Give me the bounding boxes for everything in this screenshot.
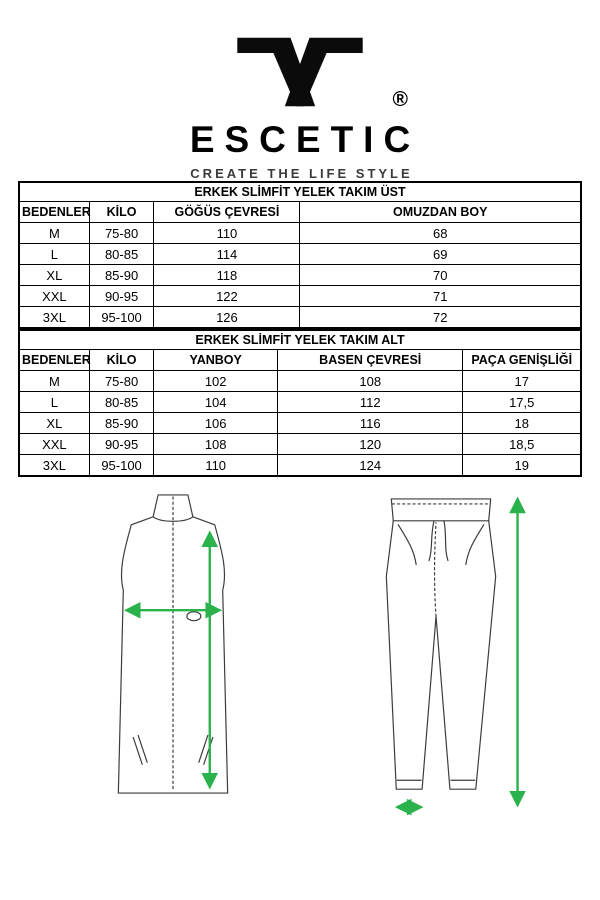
table-cell: 69 xyxy=(300,244,581,265)
table-cell: 75-80 xyxy=(89,371,154,392)
table-cell: 95-100 xyxy=(89,307,154,328)
table-row xyxy=(19,413,581,434)
table-cell: XL xyxy=(19,265,89,286)
brand-tagline: CREATE THE LIFE STYLE xyxy=(190,165,413,181)
table-row xyxy=(19,265,581,286)
table-cell: 85-90 xyxy=(89,413,154,434)
vest-chest-logo xyxy=(187,612,201,621)
table-cell: 108 xyxy=(278,371,463,392)
column-header: KİLO xyxy=(89,350,154,371)
column-header: BASEN ÇEVRESİ xyxy=(278,350,463,371)
pants-drawstring xyxy=(429,521,448,561)
table-cell: 104 xyxy=(154,392,278,413)
table-row xyxy=(19,307,581,328)
table-cell: 122 xyxy=(154,286,300,307)
table-row xyxy=(19,244,581,265)
table-cell: XL xyxy=(19,413,89,434)
table-cell: L xyxy=(19,244,89,265)
table-cell: 75-80 xyxy=(89,223,154,244)
pants-right-pocket xyxy=(466,525,484,565)
table-cell: 3XL xyxy=(19,307,89,328)
table-row xyxy=(19,392,581,413)
pants-waistband xyxy=(392,499,491,521)
table-cell: 108 xyxy=(154,434,278,455)
table-cell: 124 xyxy=(278,455,463,476)
table-cell: 72 xyxy=(300,307,581,328)
table-row xyxy=(19,455,581,476)
pants-outline xyxy=(387,521,496,789)
table-cell: 19 xyxy=(463,455,581,476)
registered-trademark-icon: ® xyxy=(392,88,408,111)
table-cell: L xyxy=(19,392,89,413)
table-cell: 95-100 xyxy=(89,455,154,476)
table-cell: 90-95 xyxy=(89,434,154,455)
column-header: BEDENLER xyxy=(19,350,89,371)
column-header: GÖĞÜS ÇEVRESİ xyxy=(154,202,300,223)
table-row xyxy=(19,286,581,307)
table-cell: 18 xyxy=(463,413,581,434)
table-cell: 120 xyxy=(278,434,463,455)
column-header: BEDENLER xyxy=(19,202,89,223)
measurement-diagrams xyxy=(0,489,600,819)
vest-left-pocket xyxy=(133,735,147,764)
table-cell: 116 xyxy=(278,413,463,434)
table-title: ERKEK SLİMFİT YELEK TAKIM ÜST xyxy=(19,182,581,202)
table-cell: 114 xyxy=(154,244,300,265)
pants-fly-seam xyxy=(435,523,436,616)
table-cell: 126 xyxy=(154,307,300,328)
table-cell: 80-85 xyxy=(89,244,154,265)
table-cell: XXL xyxy=(19,434,89,455)
table-cell: 70 xyxy=(300,265,581,286)
table-row xyxy=(19,223,581,244)
table-cell: 18,5 xyxy=(463,434,581,455)
brand-logo xyxy=(224,32,408,112)
header-row xyxy=(19,350,581,371)
size-table-bottom xyxy=(18,329,582,477)
table-cell: 118 xyxy=(154,265,300,286)
table-cell: 112 xyxy=(278,392,463,413)
table-cell: 68 xyxy=(300,223,581,244)
table-cell: 85-90 xyxy=(89,265,154,286)
size-table-top xyxy=(18,181,582,329)
table-cell: XXL xyxy=(19,286,89,307)
brand-name: ESCETIC xyxy=(189,119,421,160)
header-row xyxy=(19,202,581,223)
table-cell: 102 xyxy=(154,371,278,392)
vest-diagram xyxy=(53,489,293,807)
pants-left-pocket xyxy=(399,525,417,565)
table-row xyxy=(19,434,581,455)
brand-logo-mark-icon xyxy=(224,32,376,112)
table-cell: M xyxy=(19,223,89,244)
brand-header xyxy=(0,0,600,181)
pants-diagram xyxy=(335,489,547,819)
table-cell: 110 xyxy=(154,223,300,244)
table-cell: 106 xyxy=(154,413,278,434)
table-cell: 110 xyxy=(154,455,278,476)
column-header: PAÇA GENİŞLİĞİ xyxy=(463,350,581,371)
column-header: YANBOY xyxy=(154,350,278,371)
column-header: OMUZDAN BOY xyxy=(300,202,581,223)
table-cell: M xyxy=(19,371,89,392)
table-title: ERKEK SLİMFİT YELEK TAKIM ALT xyxy=(19,330,581,350)
table-cell: 17 xyxy=(463,371,581,392)
table-cell: 3XL xyxy=(19,455,89,476)
table-row xyxy=(19,371,581,392)
table-cell: 80-85 xyxy=(89,392,154,413)
table-cell: 90-95 xyxy=(89,286,154,307)
table-cell: 71 xyxy=(300,286,581,307)
table-cell: 17,5 xyxy=(463,392,581,413)
column-header: KİLO xyxy=(89,202,154,223)
